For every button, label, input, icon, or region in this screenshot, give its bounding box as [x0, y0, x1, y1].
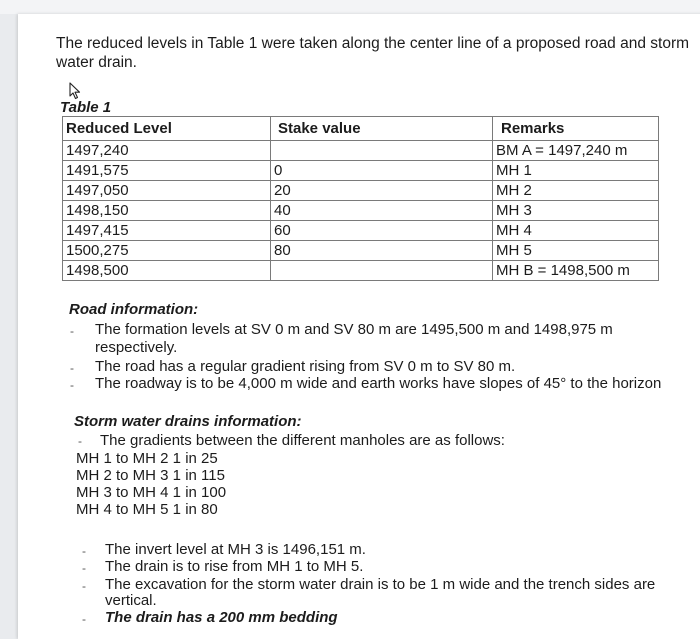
road-info-item: The road has a regular gradient rising from SV 0 m to SV 80 m.: [95, 358, 516, 375]
road-info-item: The formation levels at SV 0 m and SV 80 m are 1495,500 m and 1498,975 m: [95, 321, 613, 338]
cell-reduced-level: 1500,275: [63, 241, 271, 261]
drain-info-title: Storm water drains information:: [74, 413, 302, 430]
table-header-row: [63, 117, 659, 141]
cell-reduced-level: 1497,050: [63, 181, 271, 201]
bullet-dash: -: [82, 544, 86, 558]
cell-stake-value: [271, 261, 493, 281]
bullet-dash: -: [78, 434, 82, 448]
cell-reduced-level: 1498,150: [63, 201, 271, 221]
cell-reduced-level: 1498,500: [63, 261, 271, 281]
cell-remarks: MH 5: [493, 241, 659, 261]
table-caption: Table 1: [60, 99, 112, 116]
header-reduced-level: Reduced Level: [63, 117, 271, 141]
document-page: [18, 14, 700, 639]
gradient-item: MH 2 to MH 3 1 in 115: [76, 467, 225, 484]
table-row: [63, 161, 659, 181]
cell-stake-value: 0: [271, 161, 493, 181]
cell-stake-value: 80: [271, 241, 493, 261]
bullet-dash: -: [70, 361, 74, 375]
drain-note: The invert level at MH 3 is 1496,151 m.: [105, 541, 366, 558]
drain-note: vertical.: [105, 592, 157, 609]
header-stake-value: Stake value: [271, 117, 493, 141]
bullet-dash: -: [70, 378, 74, 392]
cell-reduced-level: 1497,415: [63, 221, 271, 241]
cell-stake-value: 60: [271, 221, 493, 241]
cell-remarks: MH 1: [493, 161, 659, 181]
cell-remarks: BM A = 1497,240 m: [493, 141, 659, 161]
cell-remarks: MH 3: [493, 201, 659, 221]
road-info-item: The roadway is to be 4,000 m wide and earth works have slopes of 45° to the horizon: [95, 375, 662, 392]
gradient-item: MH 1 to MH 2 1 in 25: [76, 450, 218, 467]
bullet-dash: -: [82, 561, 86, 575]
bullet-dash: -: [70, 324, 74, 338]
gradient-item: MH 3 to MH 4 1 in 100: [76, 484, 227, 501]
drain-note: The excavation for the storm water drain is to be 1 m wide and the trench sides are: [105, 576, 656, 593]
table-row: [63, 201, 659, 221]
cell-reduced-level: 1491,575: [63, 161, 271, 181]
header-remarks: Remarks: [493, 117, 659, 141]
table-row: [63, 261, 659, 281]
reduced-levels-table: [62, 116, 659, 281]
cell-stake-value: [271, 141, 493, 161]
drain-note: The drain is to rise from MH 1 to MH 5.: [105, 558, 364, 575]
table-row: [63, 181, 659, 201]
cell-remarks: MH B = 1498,500 m: [493, 261, 659, 281]
drain-info-intro: The gradients between the different manholes are as follows:: [100, 432, 505, 449]
cell-stake-value: 40: [271, 201, 493, 221]
cell-stake-value: 20: [271, 181, 493, 201]
bullet-dash: -: [82, 579, 86, 593]
table-row: [63, 241, 659, 261]
table-row: [63, 141, 659, 161]
cell-remarks: MH 2: [493, 181, 659, 201]
cell-reduced-level: 1497,240: [63, 141, 271, 161]
gradient-item: MH 4 to MH 5 1 in 80: [76, 501, 218, 518]
top-strip: [0, 0, 700, 14]
intro-paragraph: The reduced levels in Table 1 were taken along the center line of a proposed road and storm water drain.: [56, 35, 690, 71]
bullet-dash: -: [82, 612, 86, 626]
cell-remarks: MH 4: [493, 221, 659, 241]
road-info-title: Road information:: [69, 301, 199, 318]
road-info-item: respectively.: [95, 339, 178, 356]
drain-note: The drain has a 200 mm bedding: [105, 609, 338, 626]
table-row: [63, 221, 659, 241]
